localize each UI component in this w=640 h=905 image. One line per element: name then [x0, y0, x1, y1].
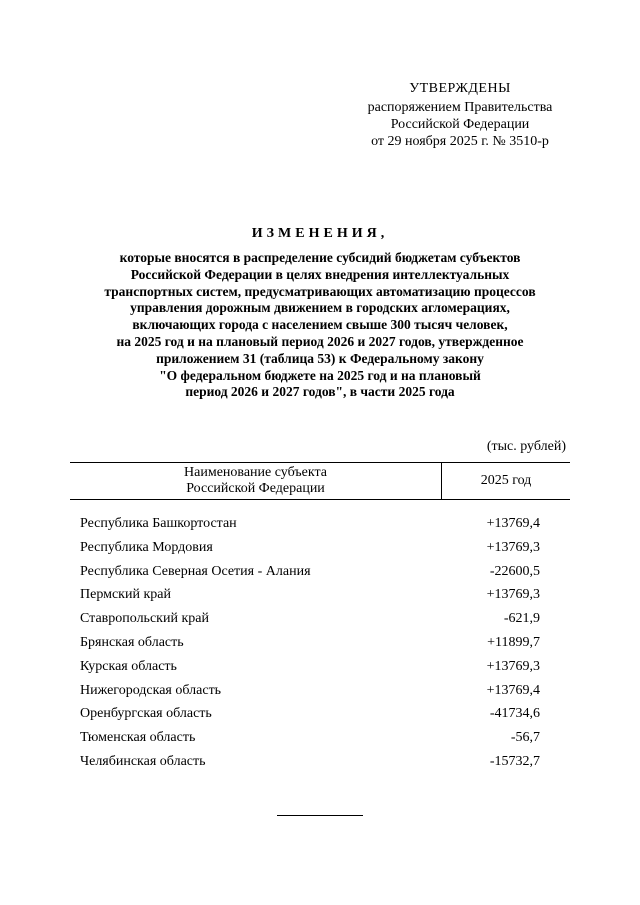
row-subject: Оренбургская область: [80, 706, 212, 722]
header-subject-line-2: Российской Федерации: [186, 481, 325, 496]
row-value: +13769,4: [486, 682, 540, 698]
table-row: [80, 609, 540, 633]
table-row: [80, 728, 540, 752]
row-subject: Курская область: [80, 658, 177, 674]
row-subject: Нижегородская область: [80, 682, 222, 698]
header-year: 2025 год: [480, 473, 532, 488]
subtitle-line: период 2026 и 2027 годов", в части 2025 года: [185, 384, 455, 400]
row-subject: Республика Мордовия: [80, 539, 213, 555]
table-row: [80, 585, 540, 609]
row-value: +13769,3: [486, 587, 540, 603]
header-subject-line-1: Наименование субъекта: [184, 465, 327, 480]
row-value: +13769,3: [486, 539, 540, 555]
row-value: -22600,5: [489, 563, 540, 579]
units-label: (тыс. рублей): [486, 439, 566, 454]
table-row: [80, 562, 540, 586]
table-row: [80, 681, 540, 705]
table-row: [80, 538, 540, 562]
subtitle-line: на 2025 год и на плановый период 2026 и 2027 годов, утвержденное: [116, 333, 524, 349]
row-value: -621,9: [503, 611, 540, 627]
row-value: +13769,4: [486, 516, 540, 531]
document-title: ИЗМЕНЕНИЯ,: [251, 226, 389, 241]
subtitle-line: управления дорожным движением в городских агломерациях,: [130, 300, 510, 316]
document-subtitle: [70, 250, 570, 401]
approval-line-1: распоряжением Правительства: [367, 100, 553, 115]
table-row: [80, 704, 540, 728]
table-row: [80, 514, 540, 538]
subtitle-line: включающих города с населением свыше 300 тысяч человек,: [132, 317, 508, 333]
row-subject: Тюменская область: [80, 730, 196, 746]
table-row: [80, 657, 540, 681]
approval-line-3: от 29 ноября 2025 г. № 3510-р: [371, 134, 549, 149]
row-subject: Ставропольский край: [80, 611, 209, 627]
approval-stamp: [340, 80, 580, 150]
subtitle-line: транспортных систем, предусматривающих автоматизацию процессов: [104, 283, 536, 299]
subtitle-line: "О федеральном бюджете на 2025 год и на плановый: [159, 367, 481, 383]
header-subject-name: [70, 463, 442, 499]
row-value: +11899,7: [487, 634, 540, 650]
row-subject: Республика Северная Осетия - Алания: [80, 563, 311, 579]
table-row: [80, 633, 540, 657]
table-row: [80, 752, 540, 776]
end-divider: [277, 815, 363, 816]
row-subject: Республика Башкортостан: [80, 516, 237, 531]
table-header: [70, 462, 570, 500]
table-body: [80, 514, 540, 776]
approval-line-2: Российской Федерации: [390, 117, 530, 132]
row-value: +13769,3: [486, 658, 540, 674]
row-value: -15732,7: [489, 753, 540, 769]
row-subject: Брянская область: [80, 634, 184, 650]
row-subject: Пермский край: [80, 587, 171, 603]
subtitle-line: Российской Федерации в целях внедрения интеллектуальных: [130, 266, 510, 282]
row-value: -41734,6: [489, 706, 540, 722]
approval-title: УТВЕРЖДЕНЫ: [409, 81, 511, 96]
subtitle-line: которые вносятся в распределение субсидий бюджетам субъектов: [119, 250, 521, 265]
row-subject: Челябинская область: [80, 753, 206, 769]
subtitle-line: приложением 31 (таблица 53) к Федеральному закону: [156, 350, 484, 366]
row-value: -56,7: [510, 730, 540, 746]
